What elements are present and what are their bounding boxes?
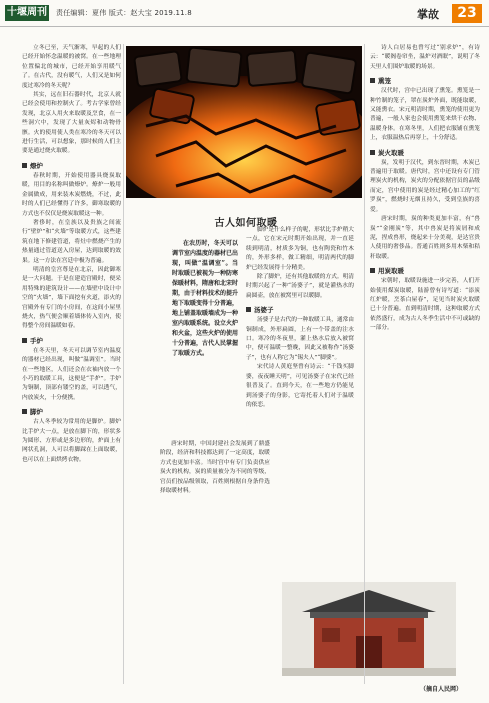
subheading-shoulu: 手炉 — [22, 336, 121, 345]
palace-icon — [282, 582, 456, 676]
fire-icon — [126, 46, 362, 198]
column-1 — [22, 44, 121, 684]
article-title: 古人如何取暖 — [214, 218, 278, 229]
source-credit: （摘自人民网） — [420, 686, 463, 693]
paragraph: 奢侈时，在皇族以及贵族之间流行“壁炉”和“火墙”等取暖方式，这些建筑在地下修建管道，将灶中燃烧产生的热量通过管道送入房屋，达到取暖的效果。这一方法在宫廷中极为普遍。 — [22, 219, 121, 264]
paragraph: 唐宋时期，炭的种类更加丰富，有“兽炭”“金刚炭”等，其中兽炭是将炭屑和成泥，捏成兽形，烧起来十分美观，是达官贵人使用的奢侈品。普通百姓则多用木柴和秸秆取暖。 — [370, 216, 480, 260]
subheading-yongtan: 用炭取暖 — [370, 266, 480, 275]
page-number: 23 — [452, 4, 482, 23]
page-header — [0, 0, 489, 27]
paragraph: 炭，发明于汉代，到东晋时期，木炭已普遍用于取暖。唐代时，宫中还设有专门管理炭火的机构，炭火的分配依据官员的品级而定，宫中使用的炭是经过精心加工的“红罗炭”，燃烧时无烟且持久，受到皇族的喜爱。 — [370, 159, 480, 213]
subheading-xunlong: 熏笼 — [370, 76, 480, 85]
paragraph: 诗人白居易也曾写过“别求炉”，有诗云：“暖阁卷帘坐，温炉对酒眠”，说明了冬天里人们围炉取暖的场景。 — [370, 45, 480, 70]
paragraph: 春秋时期，开始使用器具烧炭取暖，用目的名称叫做燎炉。燎炉一般用金属做成，用来装木炭燃烧，不过，此时的人们已经懂得了许多，御寒取暖的方式也不仅仅是烧炭取暖这一种。 — [22, 172, 121, 217]
paragraph: 脚炉是什么样子的呢，形状比手炉稍大一点，它在宋元时期开始出现，并一直延续到明清，材质多为铜，也有陶瓷和竹木的，外形多样，做工精细，明清两代的脚炉已经发展得十分精美。 — [246, 227, 354, 271]
paragraph: 汤婆子是古代的一种取暖工具，通常由铜制成，外形扁圆，上有一个带盖的注水口。寒冷的冬夜里，灌上热水后放入被窝中，便可温暖一整晚，因此又被称作“汤婆子”，也有人称它为“锡夫人”“脚婆”。 — [246, 317, 354, 361]
paragraph: 在冬天里，冬天可以调节室内温度的器材已经出现，叫做“温调室”。当时在一些地区，人们还会在衣袖内放一个小巧的取暖工具，这便是“手炉”。手炉为铜制，顶部有镂空的盖，可以透气，内放炭火，十分便携。 — [22, 347, 121, 401]
paragraph: 古人冬季较为常用的是脚炉。脚炉比手炉大一点，是放在脚下的，形状多为圆形、方形或是多边形的，炉面上有网状孔洞，人可以将脚踩在上面取暖，也可以在上面烘烤衣物。 — [22, 419, 121, 463]
section-title: 掌故 — [417, 8, 439, 21]
bullet-icon — [22, 409, 27, 414]
charcoal-fire-photo — [126, 46, 362, 198]
paragraph: 其实，远在旧石器时代，北京人就已经会使用和控制火了。考古学家曾经发现，北京人用火来取暖及烹食，在一些洞穴中，发现了大量灰烬和动物骨骸。火的使用使人类在寒冷的冬天可以进行生活，可以想象，那时候的人们主要是通过烧火取暖。 — [22, 92, 121, 155]
paragraph: 唐宋时期，中国封建社会发展到了鼎盛阶段，经济和科技都达到了一定高度，取暖方式也更加丰富。当时宫中有专门负责供应炭火的机构，炭的质量被分为不同的等级，官员们按品级领取，百姓则根据自身条件选择取暖材料。 — [160, 441, 270, 495]
column-2-lower — [160, 440, 270, 680]
bullet-icon — [22, 338, 27, 343]
paragraph: 汉代时，宫中已出现了熏笼。熏笼是一种竹制的笼子，罩在炭炉外面，既能取暖，又能熏衣。宋元明清时期，熏笼的使用更为普遍，一般人家也会使用熏笼来烘干衣物、温暖身体。在寒冬里，人们把衣服铺在熏笼上，衣服温热后再穿上，十分舒适。 — [370, 88, 480, 142]
column-divider — [123, 44, 124, 684]
paragraph: 宋代诗人黄庭坚曾有诗云：“千钱买脚婆，夜夜睡天明”，可见汤婆子在宋代已经很普及了。直到今天，在一些地方仍能见到汤婆子的身影，它寄托着人们对于温暖的依恋。 — [246, 364, 354, 408]
paragraph: 明清的皇宫尊是在北京，因此御寒是一大问题。于是在建造宫殿时，便采用特殊的建筑设计——在墙壁中设计中空的“火墙”，墙下面挖有火道，添火的宫殿外有专门的小房间，在这间小屋里烧火，热气便会顺着墙体传入室内，使得整个房间温暖如春。 — [22, 266, 121, 330]
column-3 — [370, 44, 480, 580]
paragraph: 立冬已至，天气渐寒，早起的人们已经开始怀念温暖的被窝。在一些地理位置偏北的城市，已经开始享用暖气了。在古代，没有暖气，人们又是如何度过寒冷的冬天呢？ — [22, 45, 121, 89]
paragraph: 宋朝时，取暖设施进一步完善，人们开始使用煤炭取暖，陆游曾有诗写道：“添炭红炉暖，烹茶白屋春”，足见当时炭火取暖已十分普遍。直到明清时期，这种取暖方式依然盛行，成为古人冬季生活中不可或缺的一部分。 — [370, 278, 480, 332]
editor-meta: 责任编辑：夏伟 版式：赵大宝 2019.11.8 — [56, 9, 192, 17]
bullet-icon — [370, 150, 375, 155]
bullet-icon — [370, 268, 375, 273]
subheading-jiaolu: 脚炉 — [22, 407, 121, 416]
lead-paragraph: 在农历时，冬天可以调节室内温度的器材已出现，叫做“温调室”。当时取暖已被视为一种防寒保暖材料，隋唐和北宋时期，由于材料技术的提升地下取暖变得十分普遍，地上铺盖取暖墙成为一种室内取暖系统。设立火炉和火盆，这些火炉的使用十分普遍，古代人民掌握了取暖方式。 — [172, 240, 239, 357]
column-divider — [364, 44, 365, 684]
palace-gate-photo — [282, 582, 456, 676]
masthead: 十堰周刊 — [5, 5, 49, 21]
bullet-icon — [370, 78, 375, 83]
bullet-icon — [22, 163, 27, 168]
column-2 — [246, 226, 354, 436]
subheading-tangpozi: 汤婆子 — [246, 305, 354, 314]
subheading-tanhuo: 炭火取暖 — [370, 148, 480, 157]
article-lead — [172, 239, 238, 359]
bullet-icon — [246, 307, 251, 312]
paragraph: 除了脚炉，还有其他取暖的方式。明清时期兴起了一种“汤婆子”，就是灌热水的扁圆壶，放在被窝里可以暖脚。 — [246, 274, 354, 299]
subheading-luyu: 燎炉 — [22, 161, 121, 170]
